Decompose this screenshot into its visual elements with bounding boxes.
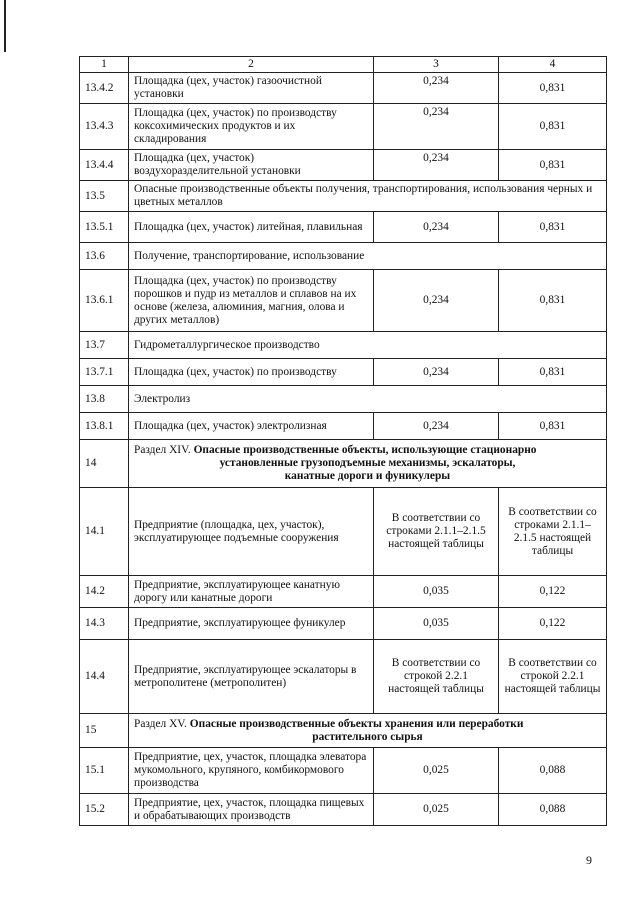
row-value-col4: 0,831 xyxy=(499,150,607,181)
row-description: Предприятие, эксплуатирующее эскалаторы в метрополитене (метрополитен) xyxy=(129,640,374,714)
row-description: Предприятие (площадка, цех, участок), эксплуатирующее подъемные сооружения xyxy=(129,488,374,576)
row-number: 14.3 xyxy=(80,608,129,640)
section-heading xyxy=(129,440,607,488)
table-row xyxy=(80,181,607,212)
row-value-col4: В соответствии со строкой 2.2.1 настоящей таблицы xyxy=(499,640,607,714)
row-value-col4: 0,831 xyxy=(499,73,607,104)
row-description: Гидрометаллургическое производство xyxy=(129,332,607,359)
table-row xyxy=(80,640,607,714)
row-value-col3: 0,025 xyxy=(374,748,499,794)
section-row xyxy=(80,714,607,748)
row-description: Предприятие, цех, участок, площадка элеватора мукомольного, крупяного, комбикормового производства xyxy=(129,748,374,794)
table-row xyxy=(80,270,607,332)
row-description: Площадка (цех, участок) по производству xyxy=(129,359,374,386)
row-number: 13.7.1 xyxy=(80,359,129,386)
section-title-line: канатные дороги и фуникулеры xyxy=(284,470,451,482)
page-number: 9 xyxy=(586,853,592,867)
row-value-col4: 0,122 xyxy=(499,608,607,640)
row-number: 14.4 xyxy=(80,640,129,714)
row-description: Площадка (цех, участок) по производству порошков и пудр из металлов и сплавов на их основе (железа, алюминия, магния, олова и других металлов) xyxy=(129,270,374,332)
section-title-first: Опасные производственные объекты, использующие стационарно xyxy=(193,444,537,456)
row-number: 14 xyxy=(80,440,129,488)
table-row xyxy=(80,748,607,794)
row-value-col4: В соответствии со строками 2.1.1–2.1.5 настоящей таблицы xyxy=(499,488,607,576)
row-description: Площадка (цех, участок) по производству коксохимических продуктов и их складирования xyxy=(129,104,374,150)
row-value-col4: 0,122 xyxy=(499,576,607,608)
row-number: 14.1 xyxy=(80,488,129,576)
row-number: 13.5.1 xyxy=(80,212,129,243)
coefficients-table xyxy=(79,56,607,826)
row-number: 15.2 xyxy=(80,794,129,826)
row-value-col4: 0,088 xyxy=(499,794,607,826)
header-cell-4: 4 xyxy=(499,57,607,73)
table-row xyxy=(80,608,607,640)
row-value-col3: 0,234 xyxy=(374,104,499,150)
section-title-line: растительного сырья xyxy=(312,730,423,743)
section-row xyxy=(80,440,607,488)
table-row xyxy=(80,386,607,413)
row-number: 13.6.1 xyxy=(80,270,129,332)
table-row xyxy=(80,332,607,359)
row-value-col3: 0,234 xyxy=(374,212,499,243)
row-description: Площадка (цех, участок) электролизная xyxy=(129,413,374,440)
row-description: Получение, транспортирование, использование xyxy=(129,243,607,270)
section-heading-first-line xyxy=(134,718,601,731)
row-description: Площадка (цех, участок) газоочистной установки xyxy=(129,73,374,104)
row-description: Предприятие, эксплуатирующее канатную дорогу или канатные дороги xyxy=(129,576,374,608)
row-value-col3: 0,234 xyxy=(374,413,499,440)
table-row xyxy=(80,243,607,270)
row-value-col3: В соответствии со строками 2.1.1–2.1.5 настоящей таблицы xyxy=(374,488,499,576)
table-row xyxy=(80,359,607,386)
row-number: 13.5 xyxy=(80,181,129,212)
section-heading-first-line xyxy=(134,444,601,457)
scan-edge-mark xyxy=(4,0,6,52)
header-row xyxy=(80,57,607,73)
row-number: 15.1 xyxy=(80,748,129,794)
row-description: Площадка (цех, участок) литейная, плавильная xyxy=(129,212,374,243)
row-value-col3: 0,234 xyxy=(374,150,499,181)
table-row xyxy=(80,73,607,104)
row-value-col4: 0,831 xyxy=(499,359,607,386)
row-number: 13.8.1 xyxy=(80,413,129,440)
row-description: Площадка (цех, участок) воздухоразделительной установки xyxy=(129,150,374,181)
section-title-line: установленные грузоподъемные механизмы, эскалаторы, xyxy=(219,457,516,469)
row-description: Опасные производственные объекты получения, транспортирования, использования черных и цветных металлов xyxy=(129,181,607,212)
row-value-col4: 0,088 xyxy=(499,748,607,794)
row-number: 13.4.4 xyxy=(80,150,129,181)
table-row xyxy=(80,413,607,440)
row-number: 13.4.2 xyxy=(80,73,129,104)
row-number: 13.8 xyxy=(80,386,129,413)
table-row xyxy=(80,150,607,181)
header-cell-3: 3 xyxy=(374,57,499,73)
header-cell-2: 2 xyxy=(129,57,374,73)
row-value-col3: 0,025 xyxy=(374,794,499,826)
section-label: Раздел XIV. xyxy=(134,444,191,456)
table-row xyxy=(80,576,607,608)
row-description: Предприятие, эксплуатирующее фуникулер xyxy=(129,608,374,640)
row-number: 15 xyxy=(80,714,129,748)
row-number: 13.7 xyxy=(80,332,129,359)
table-row xyxy=(80,794,607,826)
section-title-first: Опасные производственные объекты хранения или переработки xyxy=(189,717,524,730)
row-number: 13.4.3 xyxy=(80,104,129,150)
section-label: Раздел XV. xyxy=(134,717,187,730)
row-value-col3: В соответствии со строкой 2.2.1 настоящей таблицы xyxy=(374,640,499,714)
section-heading xyxy=(129,714,607,748)
row-number: 13.6 xyxy=(80,243,129,270)
row-value-col3: 0,035 xyxy=(374,608,499,640)
row-value-col4: 0,831 xyxy=(499,270,607,332)
row-value-col3: 0,234 xyxy=(374,73,499,104)
row-value-col3: 0,035 xyxy=(374,576,499,608)
row-value-col4: 0,831 xyxy=(499,212,607,243)
row-value-col3: 0,234 xyxy=(374,359,499,386)
row-number: 14.2 xyxy=(80,576,129,608)
row-description: Электролиз xyxy=(129,386,607,413)
table-row xyxy=(80,488,607,576)
row-value-col3: 0,234 xyxy=(374,270,499,332)
table-row xyxy=(80,212,607,243)
header-cell-1: 1 xyxy=(80,57,129,73)
row-value-col4: 0,831 xyxy=(499,413,607,440)
table-row xyxy=(80,104,607,150)
row-description: Предприятие, цех, участок, площадка пищевых и обрабатывающих производств xyxy=(129,794,374,826)
row-value-col4: 0,831 xyxy=(499,104,607,150)
